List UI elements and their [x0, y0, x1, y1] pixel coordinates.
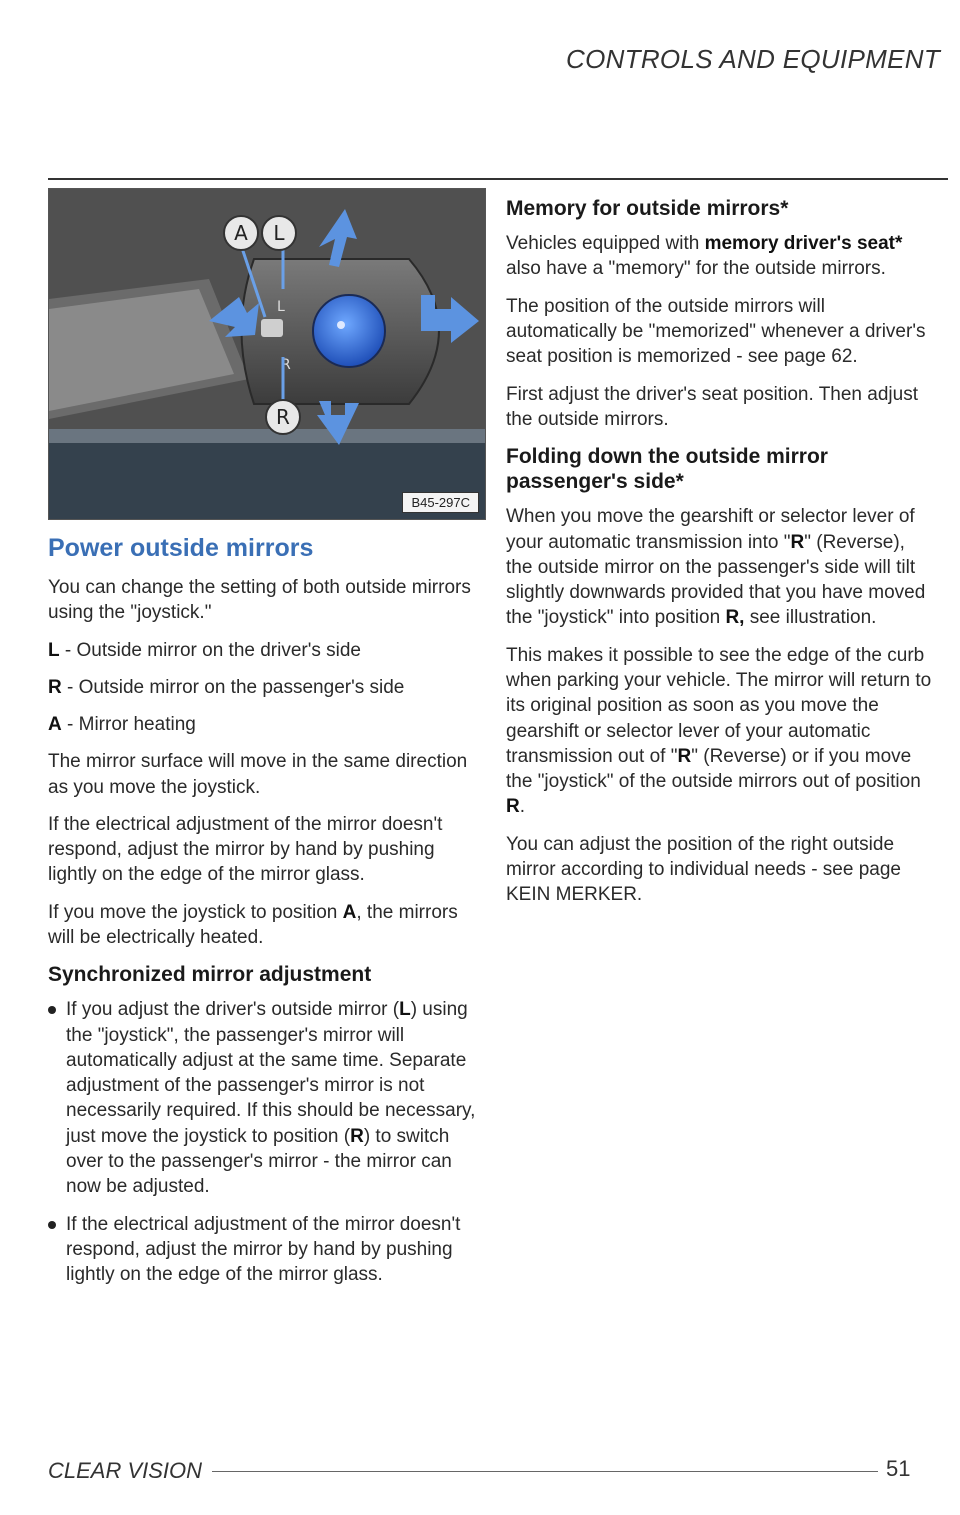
- fold2-text-b: " (Reverse) or if you move the "joystick" of the outside mirrors out of position: [506, 745, 921, 793]
- legend-item-a: [48, 712, 484, 737]
- memory-text-a: Vehicles equipped with: [506, 233, 705, 255]
- legend-key-a: A: [48, 714, 62, 736]
- bullet-sync: [48, 997, 484, 1199]
- position-a-label: A: [234, 221, 248, 245]
- page-number: 51: [886, 1456, 911, 1481]
- position-l-label: L: [273, 221, 285, 245]
- intro-paragraph: You can change the setting of both outside mirrors using the "joystick.": [48, 577, 471, 624]
- legend-text-l: - Outside mirror on the driver's side: [59, 639, 362, 661]
- right-column: [506, 190, 936, 919]
- memory-text-b: also have a "memory" for the outside mirrors.: [506, 258, 886, 280]
- paragraph-folding-3: You can adjust the position of the right outside mirror according to individual needs - see page KEIN MERKER.: [506, 833, 901, 906]
- joystick-knob: [313, 295, 385, 367]
- paragraph-memory-2: The position of the outside mirrors will automatically be "memorized" whenever a driver's seat position is memorized - see page 62.: [506, 295, 926, 368]
- footer-section-name: CLEAR VISION: [48, 1458, 203, 1483]
- joystick-knob-highlight: [337, 321, 345, 329]
- legend-key-l: L: [48, 639, 60, 661]
- legend-key-r: R: [48, 676, 62, 698]
- heating-text-a: If you move the joystick to position: [48, 901, 343, 923]
- fold2-text-a: This makes it possible to see the edge of the curb when parking your vehicle. The mirror will return to its original position as soon as you move the gearshift or selector lever of your automatic transmission out of ": [506, 644, 932, 767]
- sync-key-r: R: [350, 1125, 364, 1147]
- mirror-joystick-illustration: [48, 188, 486, 520]
- fold-text-a: When you move the gearshift or selector lever of your automatic transmission into ": [506, 506, 915, 553]
- paragraph-folding-1: [506, 504, 936, 630]
- figure-code: B45-297C: [402, 492, 479, 513]
- fold-key-r: R: [790, 531, 805, 553]
- section-title-sync: Synchronized mirror adjustment: [48, 963, 372, 987]
- heating-key: A: [342, 901, 357, 923]
- sync-key-l: L: [399, 999, 411, 1021]
- bullet-manual: [48, 1212, 484, 1288]
- fold2-key-r: R: [677, 745, 692, 767]
- bullet-dot: [48, 1221, 56, 1229]
- legend-item-r: [48, 675, 484, 700]
- fold-key-r2: R,: [725, 607, 745, 629]
- footer-rule: [212, 1471, 878, 1472]
- header-rule: [48, 178, 948, 180]
- section-title-memory: Memory for outside mirrors*: [506, 197, 789, 220]
- section-title-power-mirrors: Power outside mirrors: [48, 534, 314, 562]
- sync-text-c: ) to switch over to the passenger's mirror - the mirror can now be adjusted.: [66, 1125, 452, 1198]
- paragraph-mirror-direction: The mirror surface will move in the same direction as you move the joystick.: [48, 751, 468, 798]
- fold2-key-r2: R: [506, 796, 520, 818]
- fold2-text-c: .: [519, 796, 526, 818]
- legend-text-a: - Mirror heating: [61, 714, 196, 736]
- legend-text-r: - Outside mirror on the passenger's side: [61, 676, 405, 698]
- sync-text-a: If you adjust the driver's outside mirror (: [66, 999, 400, 1021]
- sync-text-b: ) using the "joystick", the passenger's mirror will automatically adjust at the same time. Separate adjustment of the passenger's mirror is not necessarily required. If this should be necessary, just move the joystick to position (: [66, 999, 476, 1147]
- memory-bold: memory driver's seat*: [704, 233, 903, 255]
- paragraph-heating: [48, 900, 484, 951]
- paragraph-memory-3: First adjust the driver's seat position. Then adjust the outside mirrors.: [506, 383, 918, 430]
- heating-text-b: , the mirrors will be electrically heated.: [48, 901, 458, 948]
- manual-text: If the electrical adjustment of the mirror doesn't respond, adjust the mirror by hand by pushing lightly on the edge of the mirror glass.: [66, 1213, 461, 1286]
- mirror-heating-icon: [261, 319, 283, 337]
- bullet-dot: [48, 1006, 56, 1014]
- position-l-small-label: L: [277, 299, 285, 315]
- paragraph-folding-2: [506, 643, 936, 820]
- paragraph-memory-1: [506, 231, 936, 282]
- paragraph-manual-adjust: If the electrical adjustment of the mirror doesn't respond, adjust the mirror by hand by pushing lightly on the edge of the mirror glass.: [48, 813, 443, 886]
- legend-item-l: [48, 638, 484, 663]
- section-title-folding: Folding down the outside mirror passenger's side*: [506, 445, 828, 494]
- fold-text-b: " (Reverse), the outside mirror on the passenger's side will tilt slightly downwards provided that you have moved the "joystick" into position: [506, 531, 926, 629]
- fold-text-c: see illustration.: [744, 607, 877, 629]
- left-column: [48, 534, 484, 1299]
- page-header-title: CONTROLS AND EQUIPMENT: [566, 44, 941, 74]
- position-r-label: R: [276, 405, 290, 429]
- door-trim-edge: [49, 429, 485, 443]
- position-r-small-label: R: [281, 357, 291, 373]
- joystick-diagram: [49, 189, 485, 519]
